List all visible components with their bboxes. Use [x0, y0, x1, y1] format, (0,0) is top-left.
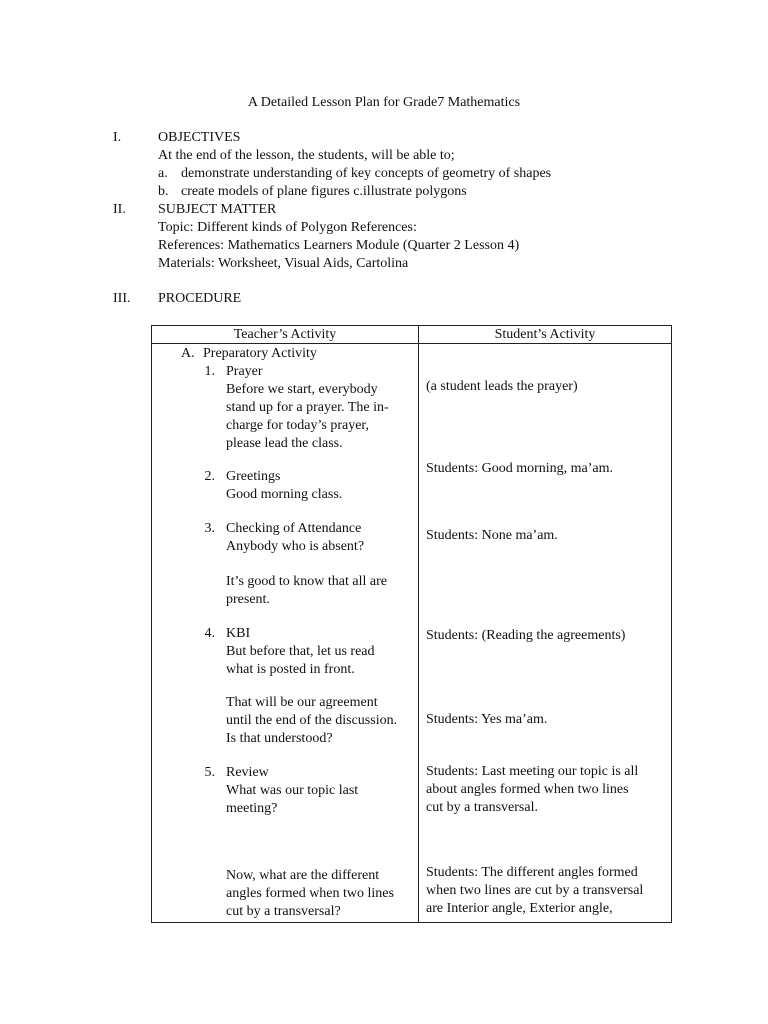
procedure-numeral: III.: [113, 291, 131, 306]
step-1-label: Prayer: [226, 364, 263, 379]
subject-references: References: Mathematics Learners Module (Quarter 2 Lesson 4): [158, 238, 520, 253]
step-4-line: what is posted in front.: [226, 662, 355, 677]
objectives-intro: At the end of the lesson, the students, will be able to;: [158, 148, 455, 163]
objective-a-mark: a.: [158, 166, 168, 181]
step-4-number: 4.: [204, 626, 215, 641]
student-activity-header: Student’s Activity: [419, 326, 672, 344]
section-label: Preparatory Activity: [203, 346, 317, 361]
step-5-line: What was our topic last: [226, 783, 359, 798]
step-5-extra-line: angles formed when two lines: [226, 886, 394, 901]
objective-a-text: demonstrate understanding of key concepts of geometry of shapes: [181, 166, 552, 181]
step-3-line: Anybody who is absent?: [226, 539, 365, 554]
page-title: A Detailed Lesson Plan for Grade7 Mathematics: [247, 95, 521, 110]
step-5-number: 5.: [204, 765, 215, 780]
procedure-heading: PROCEDURE: [158, 291, 242, 306]
step-2-label: Greetings: [226, 469, 281, 484]
subject-matter-heading: SUBJECT MATTER: [158, 202, 277, 217]
teacher-activity-header: Teacher’s Activity: [152, 326, 419, 344]
step-3-extra-line: It’s good to know that all are: [226, 574, 387, 589]
subject-matter-numeral: II.: [113, 202, 126, 217]
step-1-line: please lead the class.: [226, 436, 343, 451]
procedure-table: [151, 325, 672, 923]
step-1-line: charge for today’s prayer,: [226, 418, 370, 433]
student-response: when two lines are cut by a transversal: [426, 883, 644, 898]
step-5-line: meeting?: [226, 801, 278, 816]
step-4-extra-line: Is that understood?: [226, 731, 333, 746]
step-5-label: Review: [226, 765, 269, 780]
student-activity-cell: [419, 344, 672, 923]
student-response: (a student leads the prayer): [426, 379, 578, 394]
step-2-line: Good morning class.: [226, 487, 343, 502]
student-response: cut by a transversal.: [426, 800, 538, 815]
student-response: about angles formed when two lines: [426, 782, 629, 797]
student-response: Students: Yes ma’am.: [426, 712, 548, 727]
step-1-line: stand up for a prayer. The in-: [226, 400, 389, 415]
step-4-extra-line: That will be our agreement: [226, 695, 378, 710]
step-4-label: KBI: [226, 626, 251, 641]
step-1-line: Before we start, everybody: [226, 382, 378, 397]
objective-b-text: create models of plane figures c.illustrate polygons: [181, 184, 467, 199]
teacher-activity-cell: [152, 344, 419, 923]
student-response: are Interior angle, Exterior angle,: [426, 901, 613, 916]
objectives-heading: OBJECTIVES: [158, 130, 241, 145]
subject-materials: Materials: Worksheet, Visual Aids, Cartolina: [158, 256, 409, 271]
subject-topic: Topic: Different kinds of Polygon References:: [158, 220, 417, 235]
step-3-extra-line: present.: [226, 592, 270, 607]
step-3-label: Checking of Attendance: [226, 521, 362, 536]
objective-b-mark: b.: [158, 184, 169, 199]
step-1-number: 1.: [204, 364, 215, 379]
student-response: Students: The different angles formed: [426, 865, 638, 880]
step-2-number: 2.: [204, 469, 215, 484]
student-response: Students: (Reading the agreements): [426, 628, 626, 643]
section-mark: A.: [181, 346, 195, 361]
step-5-extra-line: Now, what are the different: [226, 868, 380, 883]
step-4-line: But before that, let us read: [226, 644, 375, 659]
step-4-extra-line: until the end of the discussion.: [226, 713, 398, 728]
step-3-number: 3.: [204, 521, 215, 536]
student-response: Students: Last meeting our topic is all: [426, 764, 639, 779]
student-response: Students: Good morning, ma’am.: [426, 461, 614, 476]
step-5-extra-line: cut by a transversal?: [226, 904, 341, 919]
objectives-numeral: I.: [113, 130, 122, 145]
student-response: Students: None ma’am.: [426, 528, 558, 543]
